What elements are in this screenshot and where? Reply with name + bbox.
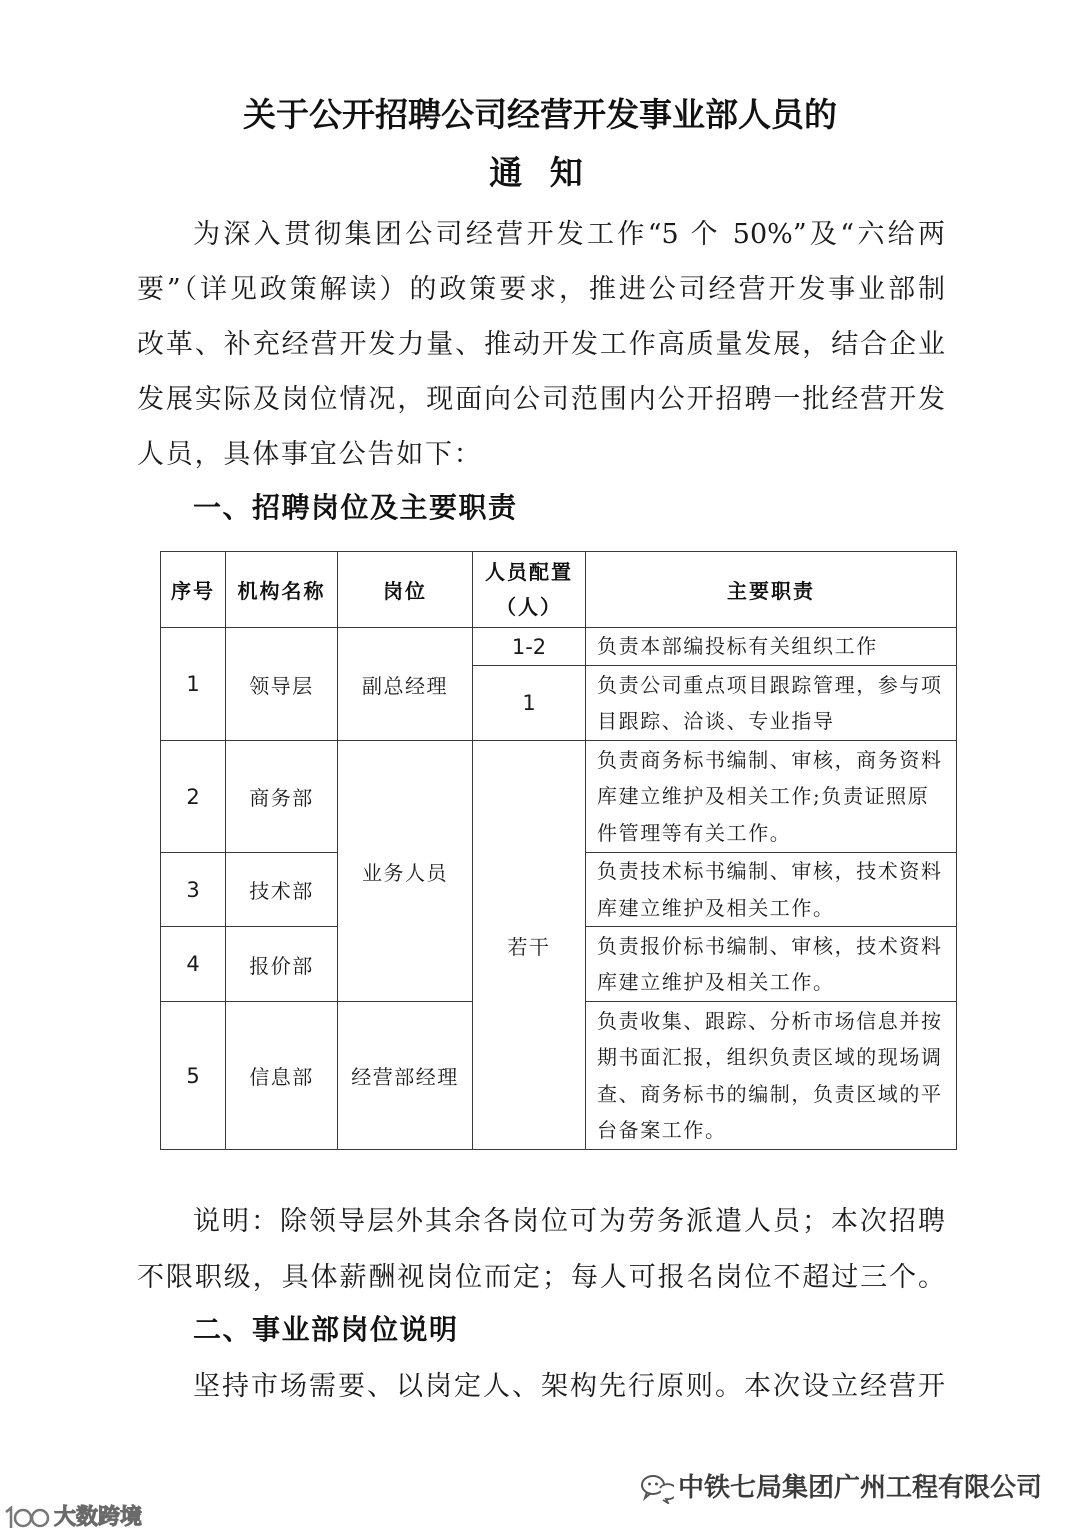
duty-line: 负责技术标书编制、审核，技术资料 — [597, 859, 943, 883]
cell-seq: 2 — [161, 741, 226, 853]
header-org: 机构名称 — [226, 552, 338, 628]
cell-duties — [586, 853, 957, 927]
section2-line: 坚持市场需要、以岗定人、架构先行原则。本次设立经营开 — [193, 1371, 945, 1402]
cell-duties — [586, 628, 957, 666]
intro-line: 改革、补充经营开发力量、推动开发工作高质量发展，结合企业 — [137, 329, 945, 360]
duty-line: 负责本部编投标有关组织工作 — [597, 634, 878, 659]
cell-staffing: 1 — [473, 666, 586, 741]
table-header-row — [161, 552, 957, 628]
cell-position: 经营部经理 — [338, 1002, 473, 1150]
duty-line: 目跟踪、洽谈、专业指导 — [597, 709, 835, 733]
duty-line: 库建立维护及相关工作;负责证照原 — [597, 784, 930, 809]
intro-line: 为深入贯彻集团公司经营开发工作“5 个 50%”及“六给两 — [193, 219, 945, 250]
cell-org: 报价部 — [226, 927, 338, 1002]
header-staffing-line: （人） — [496, 594, 562, 619]
wechat-icon — [640, 1472, 674, 1504]
cell-org: 商务部 — [226, 741, 338, 853]
recruitment-table — [160, 551, 957, 1150]
cell-duties — [586, 741, 957, 853]
duty-line: 负责公司重点项目跟踪管理，参与项 — [597, 672, 943, 697]
cell-seq: 3 — [161, 853, 226, 927]
header-staffing-line: 人员配置 — [485, 559, 573, 584]
duty-line: 库建立维护及相关工作。 — [597, 970, 835, 994]
cell-seq: 5 — [161, 1002, 226, 1150]
duty-line: 库建立维护及相关工作。 — [597, 895, 835, 920]
watermark-brand-name: 大数跨境 — [54, 1505, 143, 1530]
cell-org: 技术部 — [226, 853, 338, 927]
cell-seq: 4 — [161, 927, 226, 1002]
note-line: 不限职级，具体薪酬视岗位而定；每人可报名岗位不超过三个。 — [137, 1262, 945, 1293]
duty-line: 负责商务标书编制、审核，商务资料 — [597, 747, 943, 772]
cell-org: 信息部 — [226, 1002, 338, 1150]
cell-duties — [586, 1002, 957, 1150]
duty-line: 负责收集、跟踪、分析市场信息并按 — [597, 1008, 943, 1033]
duty-line: 件管理等有关工作。 — [597, 820, 792, 845]
table-row — [161, 741, 957, 853]
section-heading-positions: 一、招聘岗位及主要职责 — [193, 491, 518, 524]
watermark-account-name: 中铁七局集团广州工程有限公司 — [678, 1473, 1043, 1503]
header-seq: 序号 — [161, 552, 226, 628]
table-row — [161, 628, 957, 666]
intro-line: 要”（详见政策解读）的政策要求，推进公司经营开发事业部制 — [137, 274, 945, 305]
header-staffing — [473, 552, 586, 628]
cell-duties — [586, 927, 957, 1002]
brand-logo-icon — [2, 1502, 52, 1534]
header-position: 岗位 — [338, 552, 473, 628]
cell-org: 领导层 — [226, 628, 338, 741]
intro-line: 发展实际及岗位情况，现面向公司范围内公开招聘一批经营开发 — [137, 384, 945, 415]
cell-staffing: 1-2 — [473, 628, 586, 666]
document-title: 关于公开招聘公司经营开发事业部人员的 — [243, 95, 837, 134]
duty-line: 台备案工作。 — [597, 1118, 727, 1142]
duty-line: 负责报价标书编制、审核，技术资料 — [597, 933, 943, 958]
cell-position: 副总经理 — [338, 628, 473, 741]
section-heading-department: 二、事业部岗位说明 — [193, 1313, 459, 1346]
duty-line: 期书面汇报，组织负责区域的现场调 — [597, 1045, 943, 1069]
document-title-notice: 通 知 — [489, 153, 591, 192]
intro-line: 人员，具体事宜公告如下： — [137, 439, 483, 470]
cell-duties — [586, 666, 957, 741]
note-line: 说明：除领导层外其余各岗位可为劳务派遣人员；本次招聘 — [193, 1206, 945, 1237]
header-duties: 主要职责 — [586, 552, 957, 628]
cell-staffing: 若干 — [473, 741, 586, 1150]
cell-position: 业务人员 — [338, 741, 473, 1002]
duty-line: 查、商务标书的编制，负责区域的平 — [597, 1081, 943, 1106]
cell-seq: 1 — [161, 628, 226, 741]
